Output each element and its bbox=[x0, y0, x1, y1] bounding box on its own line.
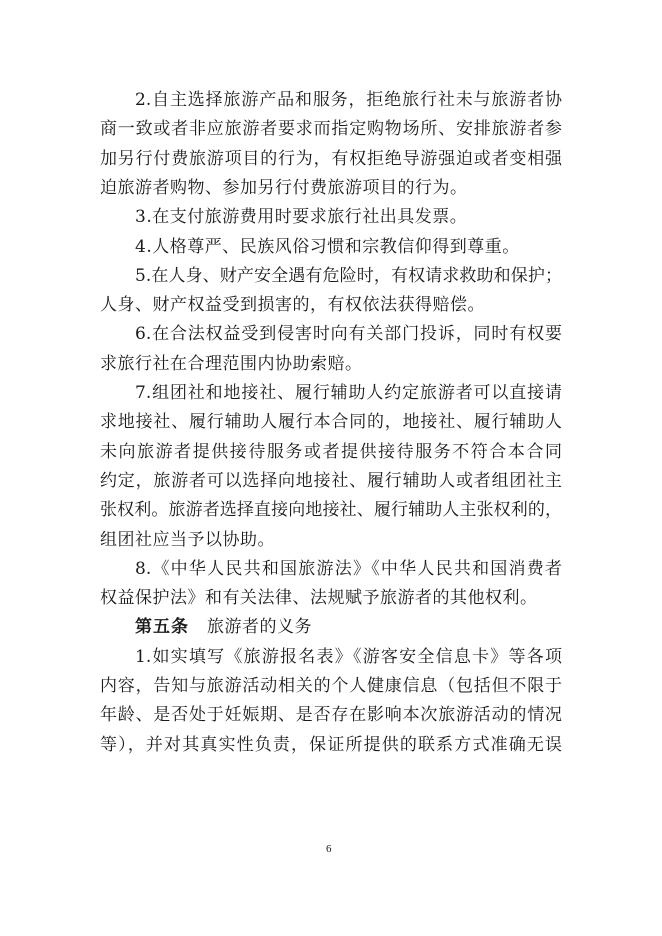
paragraph-line: 等），并对其真实性负责，保证所提供的联系方式准确无误 bbox=[100, 734, 562, 755]
paragraph-line: 8.《中华人民共和国旅游法》《中华人民共和国消费者 bbox=[135, 558, 562, 579]
paragraph-line: 约定，旅游者可以选择向地接社、履行辅助人或者组团社主 bbox=[100, 470, 562, 491]
paragraph-line: 未向旅游者提供接待服务或者提供接待服务不符合本合同 bbox=[100, 441, 562, 462]
paragraph-line: 商一致或者非应旅游者要求而指定购物场所、安排旅游者参 bbox=[100, 119, 562, 140]
paragraph-line: 人身、财产权益受到损害的，有权依法获得赔偿。 bbox=[100, 295, 485, 316]
paragraph-line: 加另行付费旅游项目的行为，有权拒绝导游强迫或者变相强 bbox=[100, 148, 562, 169]
paragraph-line: 求地接社、履行辅助人履行本合同的，地接社、履行辅助人 bbox=[100, 412, 562, 433]
paragraph-line: 5.在人身、财产安全遇有危险时，有权请求救助和保护； bbox=[135, 265, 562, 286]
paragraph-line: 3.在支付旅游费用时要求旅行社出具发票。 bbox=[135, 207, 468, 228]
paragraph-line: 组团社应当予以协助。 bbox=[100, 529, 275, 550]
paragraph-line: 迫旅游者购物、参加另行付费旅游项目的行为。 bbox=[100, 177, 468, 198]
paragraph-line: 内容，告知与旅游活动相关的个人健康信息（包括但不限于 bbox=[100, 676, 562, 696]
article-title: 旅游者的义务 bbox=[207, 617, 312, 638]
paragraph-line: 权益保护法》和有关法律、法规赋予旅游者的其他权利。 bbox=[100, 588, 538, 609]
paragraph-line: 1.如实填写《旅游报名表》《游客安全信息卡》等各项 bbox=[135, 646, 562, 667]
paragraph-line: 张权利。旅游者选择直接向地接社、履行辅助人主张权利的， bbox=[100, 500, 562, 521]
page-number: 6 bbox=[326, 843, 332, 855]
paragraph-line: 求旅行社在合理范围内协助索赔。 bbox=[100, 353, 363, 374]
paragraph-line: 4.人格尊严、民族风俗习惯和宗教信仰得到尊重。 bbox=[135, 236, 520, 257]
paragraph-line: 2.自主选择旅游产品和服务，拒绝旅行社未与旅游者协 bbox=[135, 90, 562, 110]
paragraph-line: 6.在合法权益受到侵害时向有关部门投诉，同时有权要 bbox=[135, 324, 562, 345]
section-heading bbox=[135, 613, 562, 642]
paragraph-line: 年龄、是否处于妊娠期、是否存在影响本次旅游活动的情况 bbox=[100, 705, 562, 726]
article-number: 第五条 bbox=[135, 617, 189, 638]
paragraph-line: 7.组团社和地接社、履行辅助人约定旅游者可以直接请 bbox=[135, 383, 562, 403]
